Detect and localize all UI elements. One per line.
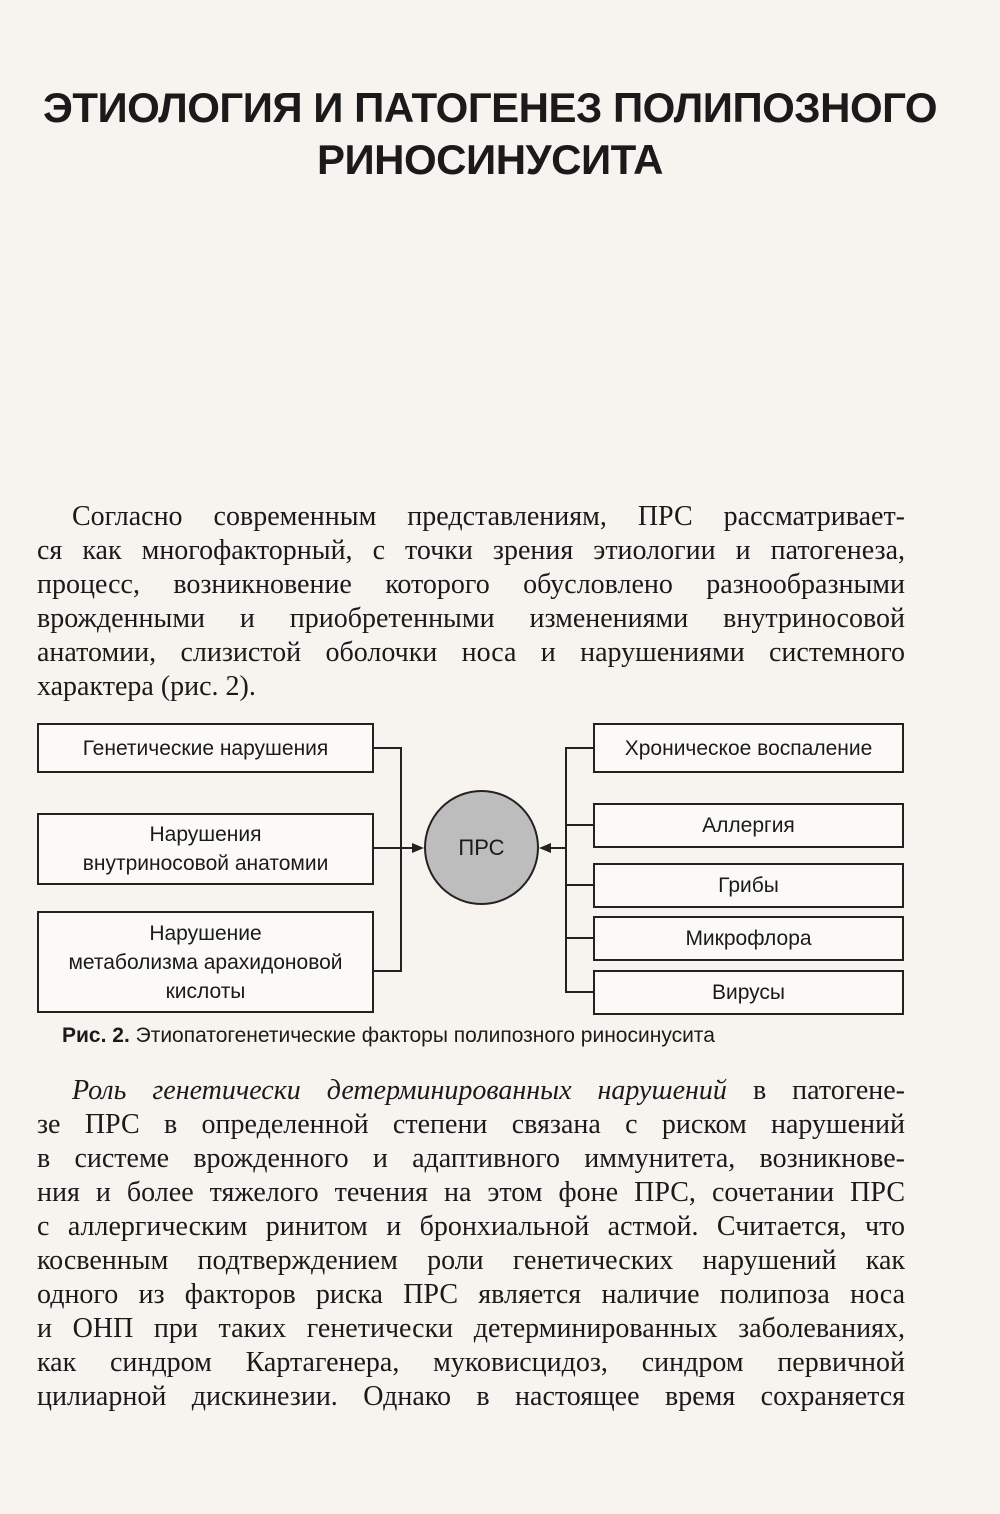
body-line: зе ПРС в определенной степени связана с риском нарушений bbox=[37, 1109, 905, 1140]
intro-line: врожденными и приобретенными изменениями внутриносовой bbox=[37, 603, 905, 634]
arrow-right-icon bbox=[539, 843, 551, 853]
caption-label: Рис. 2. bbox=[62, 1024, 130, 1047]
factor-chronic-inflammation: Хроническое воспаление bbox=[593, 723, 904, 773]
intro-line: характера (рис. 2). bbox=[37, 671, 256, 702]
factor-arachidonic: Нарушение метаболизма арахидоновой кислоты bbox=[37, 911, 374, 1013]
intro-line: анатомии, слизистой оболочки носа и нарушениями системного bbox=[37, 637, 905, 668]
body-line: как синдром Картагенера, муковисцидоз, синдром первичной bbox=[37, 1347, 905, 1378]
factor-anatomy: Нарушения внутриносовой анатомии bbox=[37, 813, 374, 885]
body-line: цилиарной дискинезии. Однако в настоящее время сохраняется bbox=[37, 1381, 905, 1412]
intro-line: ся как многофакторный, с точки зрения этиологии и патогенеза, bbox=[37, 535, 905, 566]
factor-genetic: Генетические нарушения bbox=[37, 723, 374, 773]
factor-fungi: Грибы bbox=[593, 863, 904, 908]
body-line: одного из факторов риска ПРС является наличие полипоза носа bbox=[37, 1279, 905, 1310]
factor-allergy: Аллергия bbox=[593, 803, 904, 848]
body-line: и ОНП при таких генетически детерминированных заболеваниях, bbox=[37, 1313, 905, 1344]
factor-viruses: Вирусы bbox=[593, 970, 904, 1015]
figure-caption bbox=[62, 1024, 715, 1048]
body-line: в системе врожденного и адаптивного иммунитета, возникнове- bbox=[37, 1143, 905, 1174]
italic-phrase: Роль генетически детерминированных нарушений bbox=[72, 1075, 727, 1106]
factor-microflora: Микрофлора bbox=[593, 916, 904, 961]
body-line: ния и более тяжелого течения на этом фоне ПРС, сочетании ПРС bbox=[37, 1177, 905, 1208]
body-line: с аллергическим ринитом и бронхиальной астмой. Считается, что bbox=[37, 1211, 905, 1242]
caption-text: Этиопатогенетические факторы полипозного риносинусита bbox=[129, 1024, 715, 1047]
center-node-prs: ПРС bbox=[424, 790, 539, 905]
body-line: косвенным подтверждением роли генетических нарушений как bbox=[37, 1245, 905, 1276]
intro-line: процесс, возникновение которого обусловлено разнообразными bbox=[37, 569, 905, 600]
intro-line: Согласно современным представлениям, ПРС рассматривает- bbox=[72, 501, 905, 532]
title-line-1: ЭТИОЛОГИЯ И ПАТОГЕНЕЗ ПОЛИПОЗНОГО bbox=[42, 84, 938, 131]
body-line-first bbox=[37, 1074, 905, 1108]
title-line-2: РИНОСИНУСИТА bbox=[316, 136, 664, 183]
body-line-first-rest: в патогене- bbox=[726, 1075, 905, 1106]
arrow-left-icon bbox=[412, 843, 424, 853]
body-paragraph bbox=[37, 1074, 905, 1414]
